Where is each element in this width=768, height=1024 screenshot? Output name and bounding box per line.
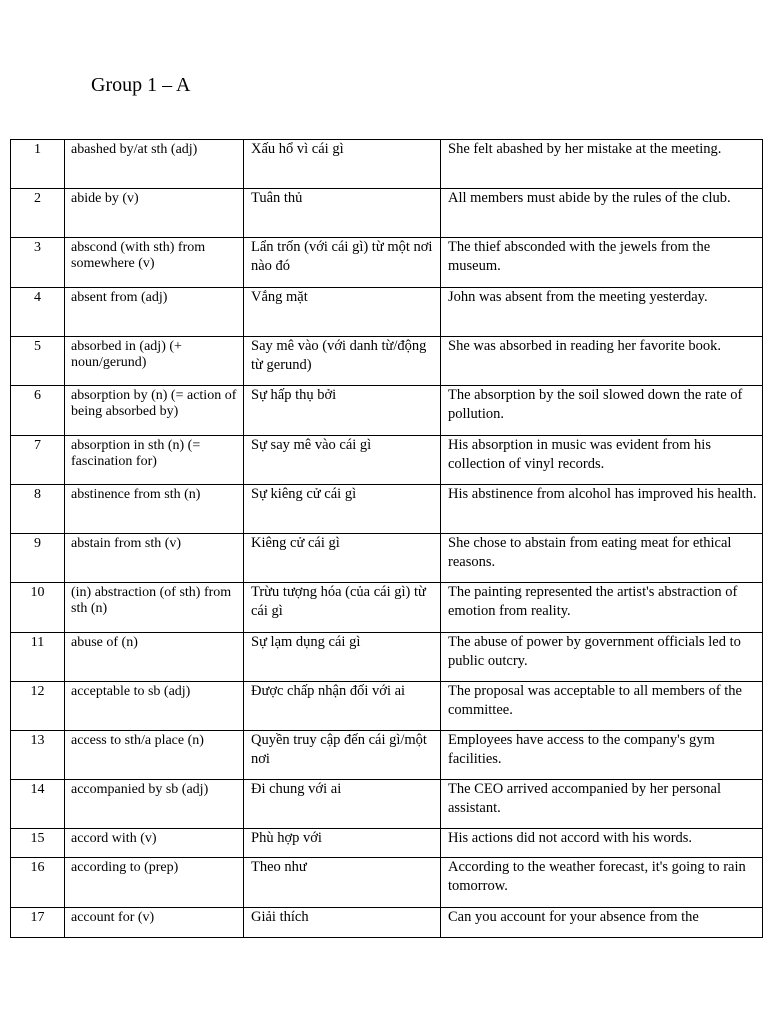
term-cell xyxy=(65,485,244,534)
meaning-cell xyxy=(244,858,441,908)
row-number xyxy=(11,436,65,485)
table-row xyxy=(11,633,763,682)
row-number-text: 10 xyxy=(30,585,45,600)
table-row xyxy=(11,682,763,731)
row-number-text: 13 xyxy=(30,733,45,748)
row-number xyxy=(11,386,65,436)
example-cell-text: Can you account for your absence from the xyxy=(448,909,699,925)
table-row xyxy=(11,238,763,288)
term-cell xyxy=(65,140,244,189)
meaning-cell xyxy=(244,633,441,682)
meaning-cell-text: Say mê vào (với danh từ/động từ gerund) xyxy=(251,338,427,373)
row-number xyxy=(11,189,65,238)
example-cell xyxy=(441,908,763,938)
meaning-cell xyxy=(244,682,441,731)
term-cell-text: (in) abstraction (of sth) from sth (n) xyxy=(71,585,232,616)
table-row xyxy=(11,534,763,583)
term-cell-text: abuse of (n) xyxy=(71,635,138,650)
term-cell xyxy=(65,780,244,829)
example-cell xyxy=(441,140,763,189)
example-cell-text: His actions did not accord with his words. xyxy=(448,830,693,846)
term-cell xyxy=(65,583,244,633)
row-number xyxy=(11,908,65,938)
table-row xyxy=(11,140,763,189)
example-cell xyxy=(441,780,763,829)
row-number xyxy=(11,288,65,337)
term-cell-text: absorbed in (adj) (+ noun/gerund) xyxy=(71,339,182,370)
table-row xyxy=(11,583,763,633)
row-number-text: 1 xyxy=(34,142,41,157)
meaning-cell-text: Sự hấp thụ bởi xyxy=(251,387,337,403)
example-cell-text: The proposal was acceptable to all members of the committee. xyxy=(448,683,742,718)
meaning-cell xyxy=(244,829,441,858)
meaning-cell-text: Kiêng cử cái gì xyxy=(251,535,340,551)
table-row xyxy=(11,908,763,938)
row-number xyxy=(11,780,65,829)
row-number-text: 4 xyxy=(34,290,41,305)
meaning-cell xyxy=(244,436,441,485)
example-cell xyxy=(441,337,763,386)
meaning-cell-text: Được chấp nhận đối với ai xyxy=(251,683,406,699)
row-number-text: 17 xyxy=(30,910,45,925)
term-cell-text: account for (v) xyxy=(71,910,155,925)
term-cell xyxy=(65,731,244,780)
term-cell xyxy=(65,908,244,938)
page-title: Group 1 – A xyxy=(91,74,191,96)
table-row xyxy=(11,731,763,780)
term-cell-text: accompanied by sb (adj) xyxy=(71,782,209,797)
term-cell-text: access to sth/a place (n) xyxy=(71,733,204,748)
example-cell xyxy=(441,682,763,731)
example-cell xyxy=(441,534,763,583)
row-number-text: 16 xyxy=(30,860,45,875)
row-number xyxy=(11,583,65,633)
meaning-cell xyxy=(244,238,441,288)
example-cell xyxy=(441,633,763,682)
row-number-text: 11 xyxy=(30,635,45,650)
meaning-cell-text: Lẩn trốn (với cái gì) từ một nơi nào đó xyxy=(251,239,433,274)
example-cell-text: She chose to abstain from eating meat for ethical reasons. xyxy=(448,535,732,570)
term-cell xyxy=(65,288,244,337)
meaning-cell-text: Tuân thủ xyxy=(251,190,303,206)
table-row xyxy=(11,288,763,337)
row-number-text: 7 xyxy=(34,438,41,453)
term-cell xyxy=(65,238,244,288)
meaning-cell xyxy=(244,780,441,829)
meaning-cell xyxy=(244,288,441,337)
row-number xyxy=(11,238,65,288)
example-cell-text: The painting represented the artist's abstraction of emotion from reality. xyxy=(448,584,738,619)
row-number-text: 3 xyxy=(34,240,41,255)
term-cell-text: abscond (with sth) from somewhere (v) xyxy=(71,240,206,271)
row-number-text: 8 xyxy=(34,487,41,502)
term-cell-text: abstinence from sth (n) xyxy=(71,487,201,502)
example-cell xyxy=(441,731,763,780)
example-cell-text: The thief absconded with the jewels from the museum. xyxy=(448,239,711,274)
term-cell xyxy=(65,189,244,238)
meaning-cell xyxy=(244,908,441,938)
vocabulary-table xyxy=(10,139,763,938)
example-cell-text: John was absent from the meeting yesterday. xyxy=(448,289,708,305)
example-cell xyxy=(441,386,763,436)
example-cell xyxy=(441,829,763,858)
meaning-cell-text: Theo như xyxy=(251,859,307,875)
example-cell-text: The CEO arrived accompanied by her personal assistant. xyxy=(448,781,721,816)
term-cell xyxy=(65,682,244,731)
example-cell-text: His abstinence from alcohol has improved his health. xyxy=(448,486,757,502)
meaning-cell xyxy=(244,534,441,583)
meaning-cell xyxy=(244,337,441,386)
row-number-text: 12 xyxy=(30,684,45,699)
meaning-cell-text: Sự say mê vào cái gì xyxy=(251,437,372,453)
example-cell-text: The abuse of power by government officials led to public outcry. xyxy=(448,634,741,669)
term-cell xyxy=(65,829,244,858)
example-cell-text: His absorption in music was evident from his collection of vinyl records. xyxy=(448,437,711,472)
term-cell-text: accord with (v) xyxy=(71,831,157,846)
term-cell-text: abstain from sth (v) xyxy=(71,536,182,551)
meaning-cell xyxy=(244,189,441,238)
table-row xyxy=(11,485,763,534)
meaning-cell-text: Sự lạm dụng cái gì xyxy=(251,634,361,650)
example-cell-text: She was absorbed in reading her favorite book. xyxy=(448,338,722,354)
row-number xyxy=(11,485,65,534)
meaning-cell xyxy=(244,386,441,436)
meaning-cell-text: Quyền truy cập đến cái gì/một nơi xyxy=(251,732,427,767)
row-number xyxy=(11,682,65,731)
example-cell xyxy=(441,858,763,908)
term-cell xyxy=(65,633,244,682)
meaning-cell xyxy=(244,731,441,780)
row-number xyxy=(11,829,65,858)
row-number-text: 15 xyxy=(30,831,45,846)
meaning-cell-text: Phù hợp với xyxy=(251,830,322,846)
meaning-cell xyxy=(244,485,441,534)
row-number-text: 9 xyxy=(34,536,41,551)
term-cell-text: absorption in sth (n) (= fascination for) xyxy=(71,438,201,469)
term-cell-text: acceptable to sb (adj) xyxy=(71,684,191,699)
term-cell xyxy=(65,436,244,485)
term-cell xyxy=(65,534,244,583)
term-cell-text: abide by (v) xyxy=(71,191,139,206)
table-row xyxy=(11,189,763,238)
meaning-cell-text: Sự kiêng cử cái gì xyxy=(251,486,357,502)
row-number-text: 6 xyxy=(34,388,41,403)
term-cell xyxy=(65,858,244,908)
term-cell-text: absorption by (n) (= action of being absorbed by) xyxy=(71,388,237,419)
term-cell xyxy=(65,386,244,436)
row-number xyxy=(11,337,65,386)
table-row xyxy=(11,858,763,908)
meaning-cell-text: Vắng mặt xyxy=(251,289,308,305)
example-cell-text: According to the weather forecast, it's going to rain tomorrow. xyxy=(448,859,746,894)
example-cell xyxy=(441,436,763,485)
row-number xyxy=(11,534,65,583)
term-cell-text: according to (prep) xyxy=(71,860,179,875)
example-cell-text: She felt abashed by her mistake at the meeting. xyxy=(448,141,722,157)
table-row xyxy=(11,337,763,386)
table-row xyxy=(11,780,763,829)
example-cell-text: Employees have access to the company's gym facilities. xyxy=(448,732,715,767)
row-number xyxy=(11,731,65,780)
row-number-text: 2 xyxy=(34,191,41,206)
term-cell-text: absent from (adj) xyxy=(71,290,168,305)
example-cell xyxy=(441,238,763,288)
example-cell-text: All members must abide by the rules of the club. xyxy=(448,190,731,206)
meaning-cell-text: Trừu tượng hóa (của cái gì) từ cái gì xyxy=(251,584,426,619)
term-cell xyxy=(65,337,244,386)
vocabulary-table-body xyxy=(11,140,763,938)
row-number xyxy=(11,858,65,908)
meaning-cell-text: Giải thích xyxy=(251,909,309,925)
example-cell-text: The absorption by the soil slowed down the rate of pollution. xyxy=(448,387,743,422)
meaning-cell xyxy=(244,583,441,633)
row-number xyxy=(11,633,65,682)
row-number xyxy=(11,140,65,189)
term-cell-text: abashed by/at sth (adj) xyxy=(71,142,198,157)
row-number-text: 5 xyxy=(34,339,41,354)
meaning-cell-text: Đi chung với ai xyxy=(251,781,342,797)
meaning-cell-text: Xấu hổ vì cái gì xyxy=(251,141,344,157)
table-row xyxy=(11,386,763,436)
example-cell xyxy=(441,485,763,534)
example-cell xyxy=(441,288,763,337)
table-row xyxy=(11,829,763,858)
row-number-text: 14 xyxy=(30,782,45,797)
meaning-cell xyxy=(244,140,441,189)
example-cell xyxy=(441,189,763,238)
example-cell xyxy=(441,583,763,633)
table-row xyxy=(11,436,763,485)
